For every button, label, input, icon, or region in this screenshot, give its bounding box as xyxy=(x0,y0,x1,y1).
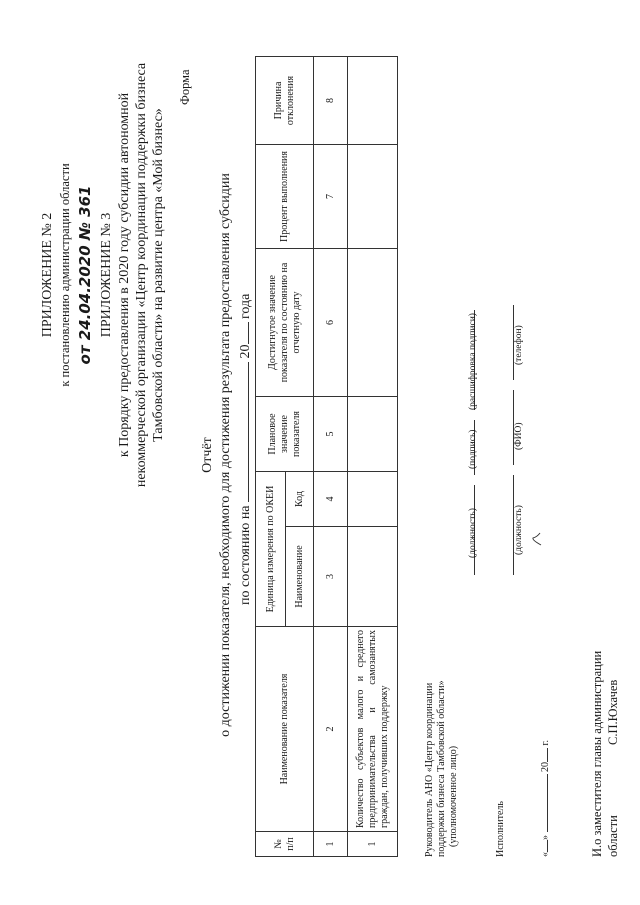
header-planned: Плановое значение показателя xyxy=(256,396,314,471)
appendix-3-line-2: некоммерческой организации «Центр координации поддержки бизнеса xyxy=(134,62,149,488)
col-number: 6 xyxy=(314,248,348,396)
report-date-blank xyxy=(236,362,249,502)
col-number: 7 xyxy=(314,144,348,248)
head-line-3: (уполномоченное лицо) xyxy=(448,745,459,847)
appendix-2-title: ПРИЛОЖЕНИЕ № 2 xyxy=(40,212,55,338)
date-year-blank xyxy=(547,748,548,762)
form-label: Форма xyxy=(178,69,192,105)
appendix-3-title: ПРИЛОЖЕНИЕ № 3 xyxy=(99,212,114,338)
report-subtitle: о достижении показателя, необходимого для достижения результата предоставления субсидии xyxy=(218,173,233,737)
date-quote-close: » xyxy=(540,835,551,840)
row-achieved xyxy=(348,248,398,396)
report-date-suffix: года xyxy=(238,293,253,319)
date-year: 20 xyxy=(540,762,551,772)
header-percent: Процент выполнения xyxy=(256,144,314,248)
table-header-row xyxy=(256,56,286,856)
header-num: № п/п xyxy=(256,832,314,857)
caption-decoding: (расшифровка подписи) xyxy=(468,313,478,410)
appendix-3-line-1: к Порядку предоставления в 2020 году субсидии автономной xyxy=(117,92,132,458)
row-num: 1 xyxy=(348,832,398,857)
caption-position-2: (должность) xyxy=(514,505,524,555)
caption-signature: (подпись) xyxy=(468,429,478,469)
row-indicator: Количество субъектов малого и среднего предпринимательства и самозанятых граждан, получивших поддержку xyxy=(348,627,398,832)
date-day-blank xyxy=(547,840,548,852)
row-unit-name xyxy=(348,527,398,627)
report-date-prefix: по состоянию на xyxy=(238,505,253,605)
indicator-table xyxy=(255,56,398,857)
handwritten-mark xyxy=(530,531,544,547)
col-number: 3 xyxy=(314,527,348,627)
date-suffix: г. xyxy=(540,740,551,746)
executor-label: Исполнитель xyxy=(495,801,506,857)
caption-fio: (ФИО) xyxy=(514,422,524,450)
deputy-line-1: И.о заместителя главы администрации xyxy=(590,650,604,857)
header-indicator: Наименование показателя xyxy=(256,627,314,832)
row-percent xyxy=(348,144,398,248)
col-number: 8 xyxy=(314,56,348,144)
caption-position: (должность) xyxy=(468,508,478,558)
deputy-line-2-right: С.П.Юхачев xyxy=(606,679,620,745)
report-date-line xyxy=(236,294,254,605)
header-achieved: Достигнутое значение показателя по состоянию на отчетную дату xyxy=(256,248,314,396)
col-number: 4 xyxy=(314,471,348,526)
report-title: Отчёт xyxy=(200,437,215,473)
handwritten-date-number: от 24.04.2020 № 361 xyxy=(76,185,94,365)
head-line-2: поддержки бизнеса Тамбовской области» xyxy=(436,680,447,857)
head-line-1: Руководитель АНО «Центр координации xyxy=(424,682,435,857)
col-number: 2 xyxy=(314,627,348,832)
row-reason xyxy=(348,56,398,144)
table-row xyxy=(348,56,398,856)
table-column-numbers-row xyxy=(314,56,348,856)
appendix-2-subtitle: к постановлению администрации области xyxy=(58,163,72,387)
date-month-blank xyxy=(547,775,548,833)
appendix-3-line-3: Тамбовской области» на развитие центра «Мой бизнес» xyxy=(151,108,166,442)
header-unit-name: Наименование xyxy=(286,527,314,627)
row-unit-code xyxy=(348,471,398,526)
row-planned xyxy=(348,396,398,471)
col-number: 5 xyxy=(314,396,348,471)
col-number: 1 xyxy=(314,832,348,857)
report-year-blank xyxy=(236,322,249,344)
report-date-year: 20 xyxy=(238,344,253,359)
date-quote-open: « xyxy=(540,852,551,857)
header-reason: Причина отклонения xyxy=(256,56,314,144)
deputy-line-2-left: области xyxy=(606,815,620,857)
date-line xyxy=(540,740,551,857)
caption-phone: (телефон) xyxy=(514,325,524,365)
header-unit-group: Единица измерения по ОКЕИ xyxy=(256,471,286,626)
header-unit-code: Код xyxy=(286,471,314,526)
